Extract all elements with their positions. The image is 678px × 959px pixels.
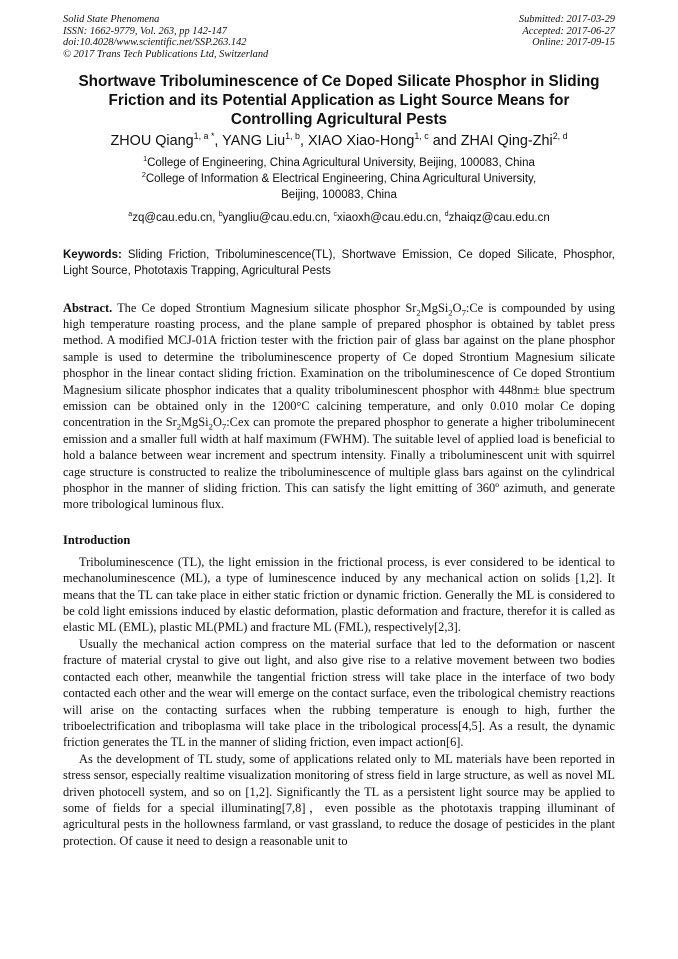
email-mark: b	[218, 210, 223, 219]
abstract-text: :Cex can promote the prepared phosphor to generate a higher triboluminecent emission and a smaller full width at half maximum (FWHM). The suitable level of applied load is beneficial to hold a balance between wear increment and spectrum intensity. Finally a triboluminescent unit with squirrel cage structure is constructed to realize the triboluminescence of multiple glass bars against on the cylindrical phosphor in the manner of sliding friction. This can satisfy the light emitting of 360º azimuth, and generate more tribological luminous flux.	[63, 415, 615, 512]
paragraph: Usually the mechanical action compress on the material surface that led to the deformation or nascent fracture of material crystal to give out light, and also give rise to a relative movement between two bodies contacted each other, meanwhile the tangential friction stress will take place in the interface of two body contacted each other and the wear will emerge on the contact surface, even the tribological chemistry reactions will arise on the contacting surfaces when the rubbing temperature is enough to high, further the triboelectrification and triboplasma will take place in the tribological process[4,5]. As a result, the dynamic friction generates the TL in the manner of sliding friction, even impact action[6].	[63, 636, 615, 750]
author-name: XIAO Xiao-Hong	[307, 133, 415, 150]
dates-info	[519, 14, 615, 60]
keywords-label: Keywords:	[63, 249, 122, 262]
doi: doi:10.4028/www.scientific.net/SSP.263.142	[63, 37, 247, 49]
keywords-text: Sliding Friction, Triboluminescence(TL), Shortwave Emission, Ce doped Silicate, Phosphor, Light Source, Phototaxis Trapping, Agricultural Pests	[63, 249, 615, 277]
affiliation-1	[63, 155, 615, 171]
subscript: 2	[448, 307, 453, 318]
author-separator: ,	[299, 133, 308, 150]
email-address: xiaoxh@cau.edu.cn,	[337, 212, 445, 225]
journal-info	[63, 14, 268, 60]
author-mark: 1, c	[414, 131, 429, 142]
title-line: Friction and its Potential Application as Light Source Means for	[108, 92, 570, 110]
copyright: © 2017 Trans Tech Publications Ltd, Switzerland	[63, 48, 269, 60]
email-address: zq@cau.edu.cn,	[132, 212, 219, 225]
online-date: Online: 2017-09-15	[532, 37, 615, 49]
author-mark: 1, b	[285, 131, 300, 142]
title-line: Controlling Agricultural Pests	[230, 111, 448, 129]
journal-header	[63, 14, 615, 60]
author-mark: 2, d	[552, 131, 568, 142]
paper-title	[63, 72, 615, 129]
abstract-text: O	[452, 300, 462, 315]
abstract	[63, 300, 615, 513]
affiliation-text: Beijing, 100083, China	[281, 189, 397, 202]
subscript: 7	[221, 421, 227, 432]
affiliation-text: College of Engineering, China Agricultural University, Beijing, 100083, China	[147, 157, 535, 170]
email-list	[63, 210, 615, 226]
email-mark: c	[333, 210, 338, 219]
author-name: ZHOU Qiang	[110, 133, 194, 150]
subscript: 7	[461, 307, 466, 318]
email-mark: d	[444, 210, 449, 219]
subscript: 2	[416, 307, 421, 318]
abstract-text: O	[212, 415, 222, 430]
submitted-date: Submitted: 2017-03-29	[518, 14, 615, 25]
author-name: ZHAI Qing-Zhi	[460, 133, 553, 150]
email-address: zhaiqz@cau.edu.cn	[448, 212, 550, 225]
abstract-text: :Ce is compounded by using high temperature roasting process, and the plane sample of prepared phosphor is obtained by tablet press method. A modified MCJ-01A friction tester with the friction pair of glass bar against on the plane phosphor sample is used to determine the triboluminescence property of Ce doped Strontium Magnesium silicate phosphor in the linear contact sliding friction. Examination on the triboluminescence of Ce doped Strontium Magnesium silicate phosphor indicates that a quality triboluminescent phosphor with 448nm± blue spectrum emission can be obtained only in the 1200°C calcining temperature, and only 0.010 molar Ce doping concentration in the Sr	[63, 300, 616, 430]
abstract-text: The Ce doped Strontium Magnesium silicate phosphor Sr	[117, 300, 417, 315]
author-separator: ,	[214, 133, 223, 150]
subscript: 2	[176, 421, 182, 432]
author-mark: 1, a *	[193, 131, 215, 142]
paragraph: Triboluminescence (TL), the light emission in the frictional process, is ever considered to be identical to mechanoluminescence (ML), a type of luminescence induced by any mechanical action on solids [1,2]. It means that the TL can take place in either static friction or dynamic friction. Generally the ML is considered to be cold light emissions induced by elastic deformation, plastic deformation and fracture, therefor it is called as elastic ML (EML), plastic ML(PML) and fracture ML (FML), respectively[2,3].	[63, 554, 615, 635]
author-list	[63, 132, 615, 151]
affiliation-text: College of Information & Electrical Engineering, China Agricultural University,	[145, 173, 537, 186]
title-line: Shortwave Triboluminescence of Ce Doped Silicate Phosphor in Sliding	[78, 73, 600, 91]
author-conjunction: and	[432, 133, 457, 150]
abstract-text: MgSi	[420, 300, 449, 315]
affiliation-2-cont	[63, 187, 615, 203]
affiliation-number: 2	[141, 171, 146, 180]
issn: ISSN: 1662-9779, Vol. 263, pp 142-147	[63, 25, 227, 37]
abstract-label: Abstract.	[63, 300, 113, 315]
affiliation-number: 1	[143, 155, 148, 164]
email-address: yangliu@cau.edu.cn,	[222, 212, 334, 225]
accepted-date: Accepted: 2017-06-27	[522, 25, 615, 37]
email-mark: a	[128, 210, 133, 219]
keywords	[63, 248, 615, 279]
affiliation-2	[63, 171, 615, 187]
journal-name: Solid State Phenomena	[63, 14, 160, 25]
abstract-text: MgSi	[181, 415, 209, 430]
paragraph: As the development of TL study, some of applications related only to ML materials have been reported in stress sensor, especially realtime visualization monitoring of stress field in large structure, as well as novel ML driven photocell system, and so on [1,2]. Significantly the TL as a persistent light source may be applied to some of fields for a special illuminating[7,8]，even possible as the phototaxis trapping illuminant of agricultural pests in the hollowness farmland, or vast grassland, to reduce the dosage of pesticides in the plant protection. Of cause it need to design a reasonable unit to	[63, 751, 615, 848]
subscript: 2	[208, 421, 213, 432]
author-name: YANG Liu	[222, 133, 286, 150]
section-heading: Introduction	[63, 532, 131, 547]
